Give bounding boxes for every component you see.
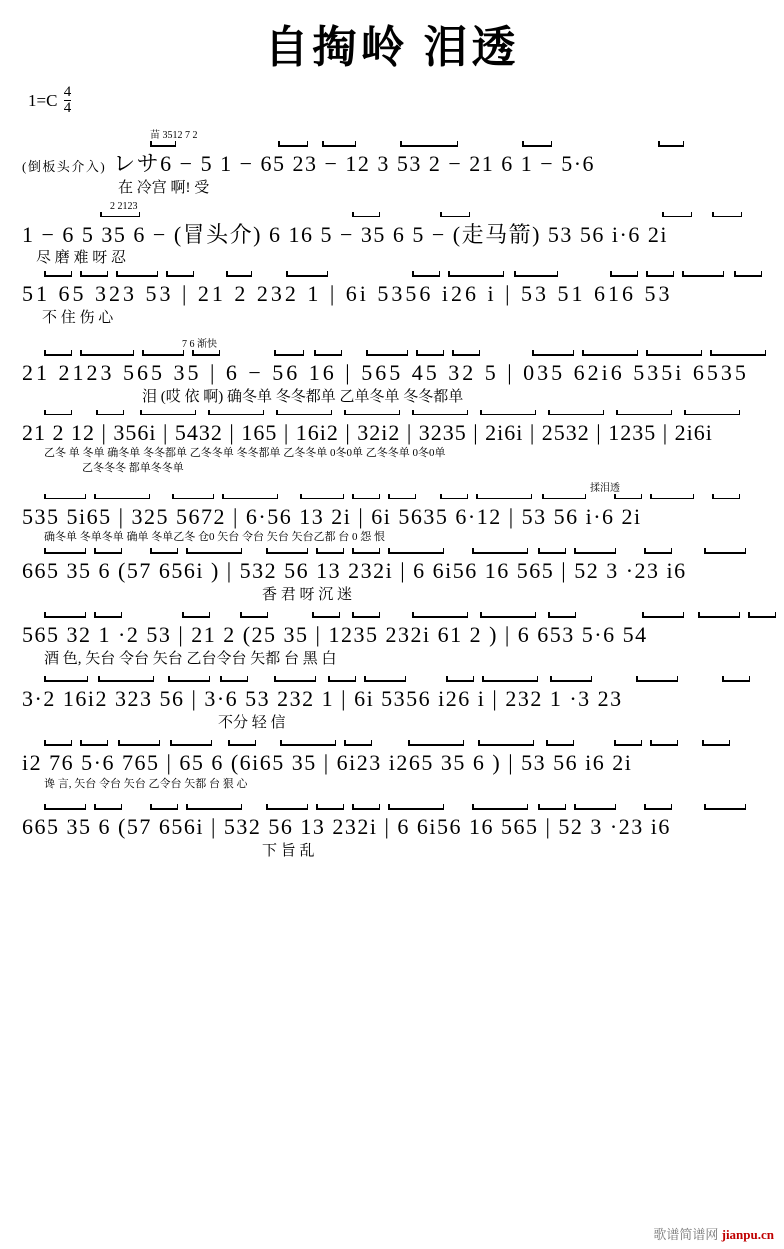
music-line-4 xyxy=(0,335,784,406)
music-line-3 xyxy=(0,271,784,331)
line-10-notes: i2 76 5·6 765 | 65 6 (6i65 35 | 6i23 i265 35 6 ) | 53 56 i6 2i xyxy=(22,750,633,776)
footer-watermark xyxy=(653,1224,774,1243)
music-line-1 xyxy=(0,126,784,197)
line-6-marks: 揉泪透 xyxy=(590,482,620,494)
line-11-lyrics: 下 旨 乱 xyxy=(262,842,315,859)
line-2-notes: 1 − 6 5 35 6 − (冒头介) 6 16 5 − 35 6 5 − (走马箭) 53 56 i·6 2i xyxy=(22,221,668,247)
footer-site-name: 歌谱简谱网 xyxy=(653,1227,719,1242)
footer-site-url: jianpu.cn xyxy=(721,1227,774,1242)
line-5-notes: 21 2 12 | 356i | 5432 | 165 | 16i2 | 32i2 | 3235 | 2i6i | 2532 | 1235 | 2i6i xyxy=(22,419,713,445)
line-2-beams xyxy=(22,212,770,221)
line-2-marks: 2 2123 xyxy=(110,200,138,212)
line-10-lyrics: 谗 言, 矢台 令台 矢台 乙令台 矢都 台 狠 心 xyxy=(44,777,248,790)
time-signature xyxy=(64,85,72,115)
line-5-beams xyxy=(22,410,770,419)
line-2-lyrics: 尽 磨 难 呀 忍 xyxy=(36,250,127,267)
line-9-beams xyxy=(22,676,770,685)
line-1-notes: レサ6 − 5 1 − 65 23 − 12 3 53 2 − 21 6 1 − 5·6 xyxy=(113,151,596,177)
music-line-8 xyxy=(0,612,784,672)
line-11-notes: 665 35 6 (57 656i | 532 56 13 232i | 6 6i56 16 565 | 52 3 ·23 i6 xyxy=(22,814,671,840)
music-line-6 xyxy=(0,479,784,545)
line-9-notes: 3·2 16i2 323 56 | 3·6 53 232 1 | 6i 5356 i26 i | 232 1 ·3 23 xyxy=(22,686,623,712)
line-4-beams xyxy=(22,350,770,359)
line-5-lyrics: 乙冬 单 冬单 确冬单 冬冬都单 乙冬冬单 冬冬都单 乙冬冬单 0冬0单 乙冬冬单 0冬0单 xyxy=(44,447,446,460)
line-3-notes: 51 65 323 53 | 21 2 232 1 | 6i 5356 i26 i | 53 51 616 53 xyxy=(22,281,673,307)
line-8-beams xyxy=(22,612,770,621)
line-10-beams xyxy=(22,740,770,749)
line-6-lyrics: 确冬单 冬单冬单 确单 冬单乙冬 仓0 矢台 令台 矢台 矢台乙都 台 0 怨 恨 xyxy=(44,531,385,544)
music-line-5 xyxy=(0,410,784,475)
line-7-beams xyxy=(22,548,770,557)
line-4-notes: 21 2123 565 35 | 6 − 56 16 | 565 45 32 5 | 035 62i6 535i 6535 xyxy=(22,360,749,386)
line-9-lyrics: 不分 轻 信 xyxy=(218,714,286,731)
line-1-beams xyxy=(22,141,770,150)
line-4-lyrics: 泪 (哎 依 啊) 确冬单 冬冬都单 乙单冬单 冬冬都单 xyxy=(142,388,464,405)
line-1-lyrics: 在 冷宫 啊! 受 xyxy=(118,179,210,196)
line-1-marks: 苗 3512 7 2 xyxy=(150,130,198,142)
line-1-lead: (倒板头介入) xyxy=(22,159,107,175)
line-6-notes: 535 5i65 | 325 5672 | 6·56 13 2i | 6i 5635 6·12 | 53 56 i·6 2i xyxy=(22,503,642,529)
music-line-11 xyxy=(0,804,784,864)
line-6-beams xyxy=(22,494,770,503)
music-line-9 xyxy=(0,676,784,736)
music-line-7 xyxy=(0,548,784,608)
line-4-marks: 7 6 渐快 xyxy=(182,339,217,351)
line-5-lyrics-secondary: 乙冬冬冬 都单冬冬单 xyxy=(82,461,184,474)
key-signature: 1=C xyxy=(28,91,58,111)
line-7-notes: 665 35 6 (57 656i ) | 532 56 13 232i | 6 6i56 16 565 | 52 3 ·23 i6 xyxy=(22,558,687,584)
music-line-2 xyxy=(0,201,784,268)
page-title: 自掏岭 泪透 xyxy=(264,23,520,72)
meter-numerator: 4 xyxy=(63,84,72,101)
key-and-meter-row xyxy=(0,86,784,126)
music-line-10 xyxy=(0,740,784,800)
line-11-beams xyxy=(22,804,770,813)
line-7-lyrics: 香 君 呀 沉 迷 xyxy=(262,586,353,603)
meter-denominator: 4 xyxy=(63,99,72,116)
line-8-notes: 565 32 1 ·2 53 | 21 2 (25 35 | 1235 232i 61 2 ) | 6 653 5·6 54 xyxy=(22,622,648,648)
line-8-lyrics: 酒 色, 矢台 令台 矢台 乙台令台 矢都 台 黑 白 xyxy=(44,650,337,667)
line-3-beams xyxy=(22,271,770,280)
line-3-lyrics: 不 住 伤 心 xyxy=(42,309,114,326)
